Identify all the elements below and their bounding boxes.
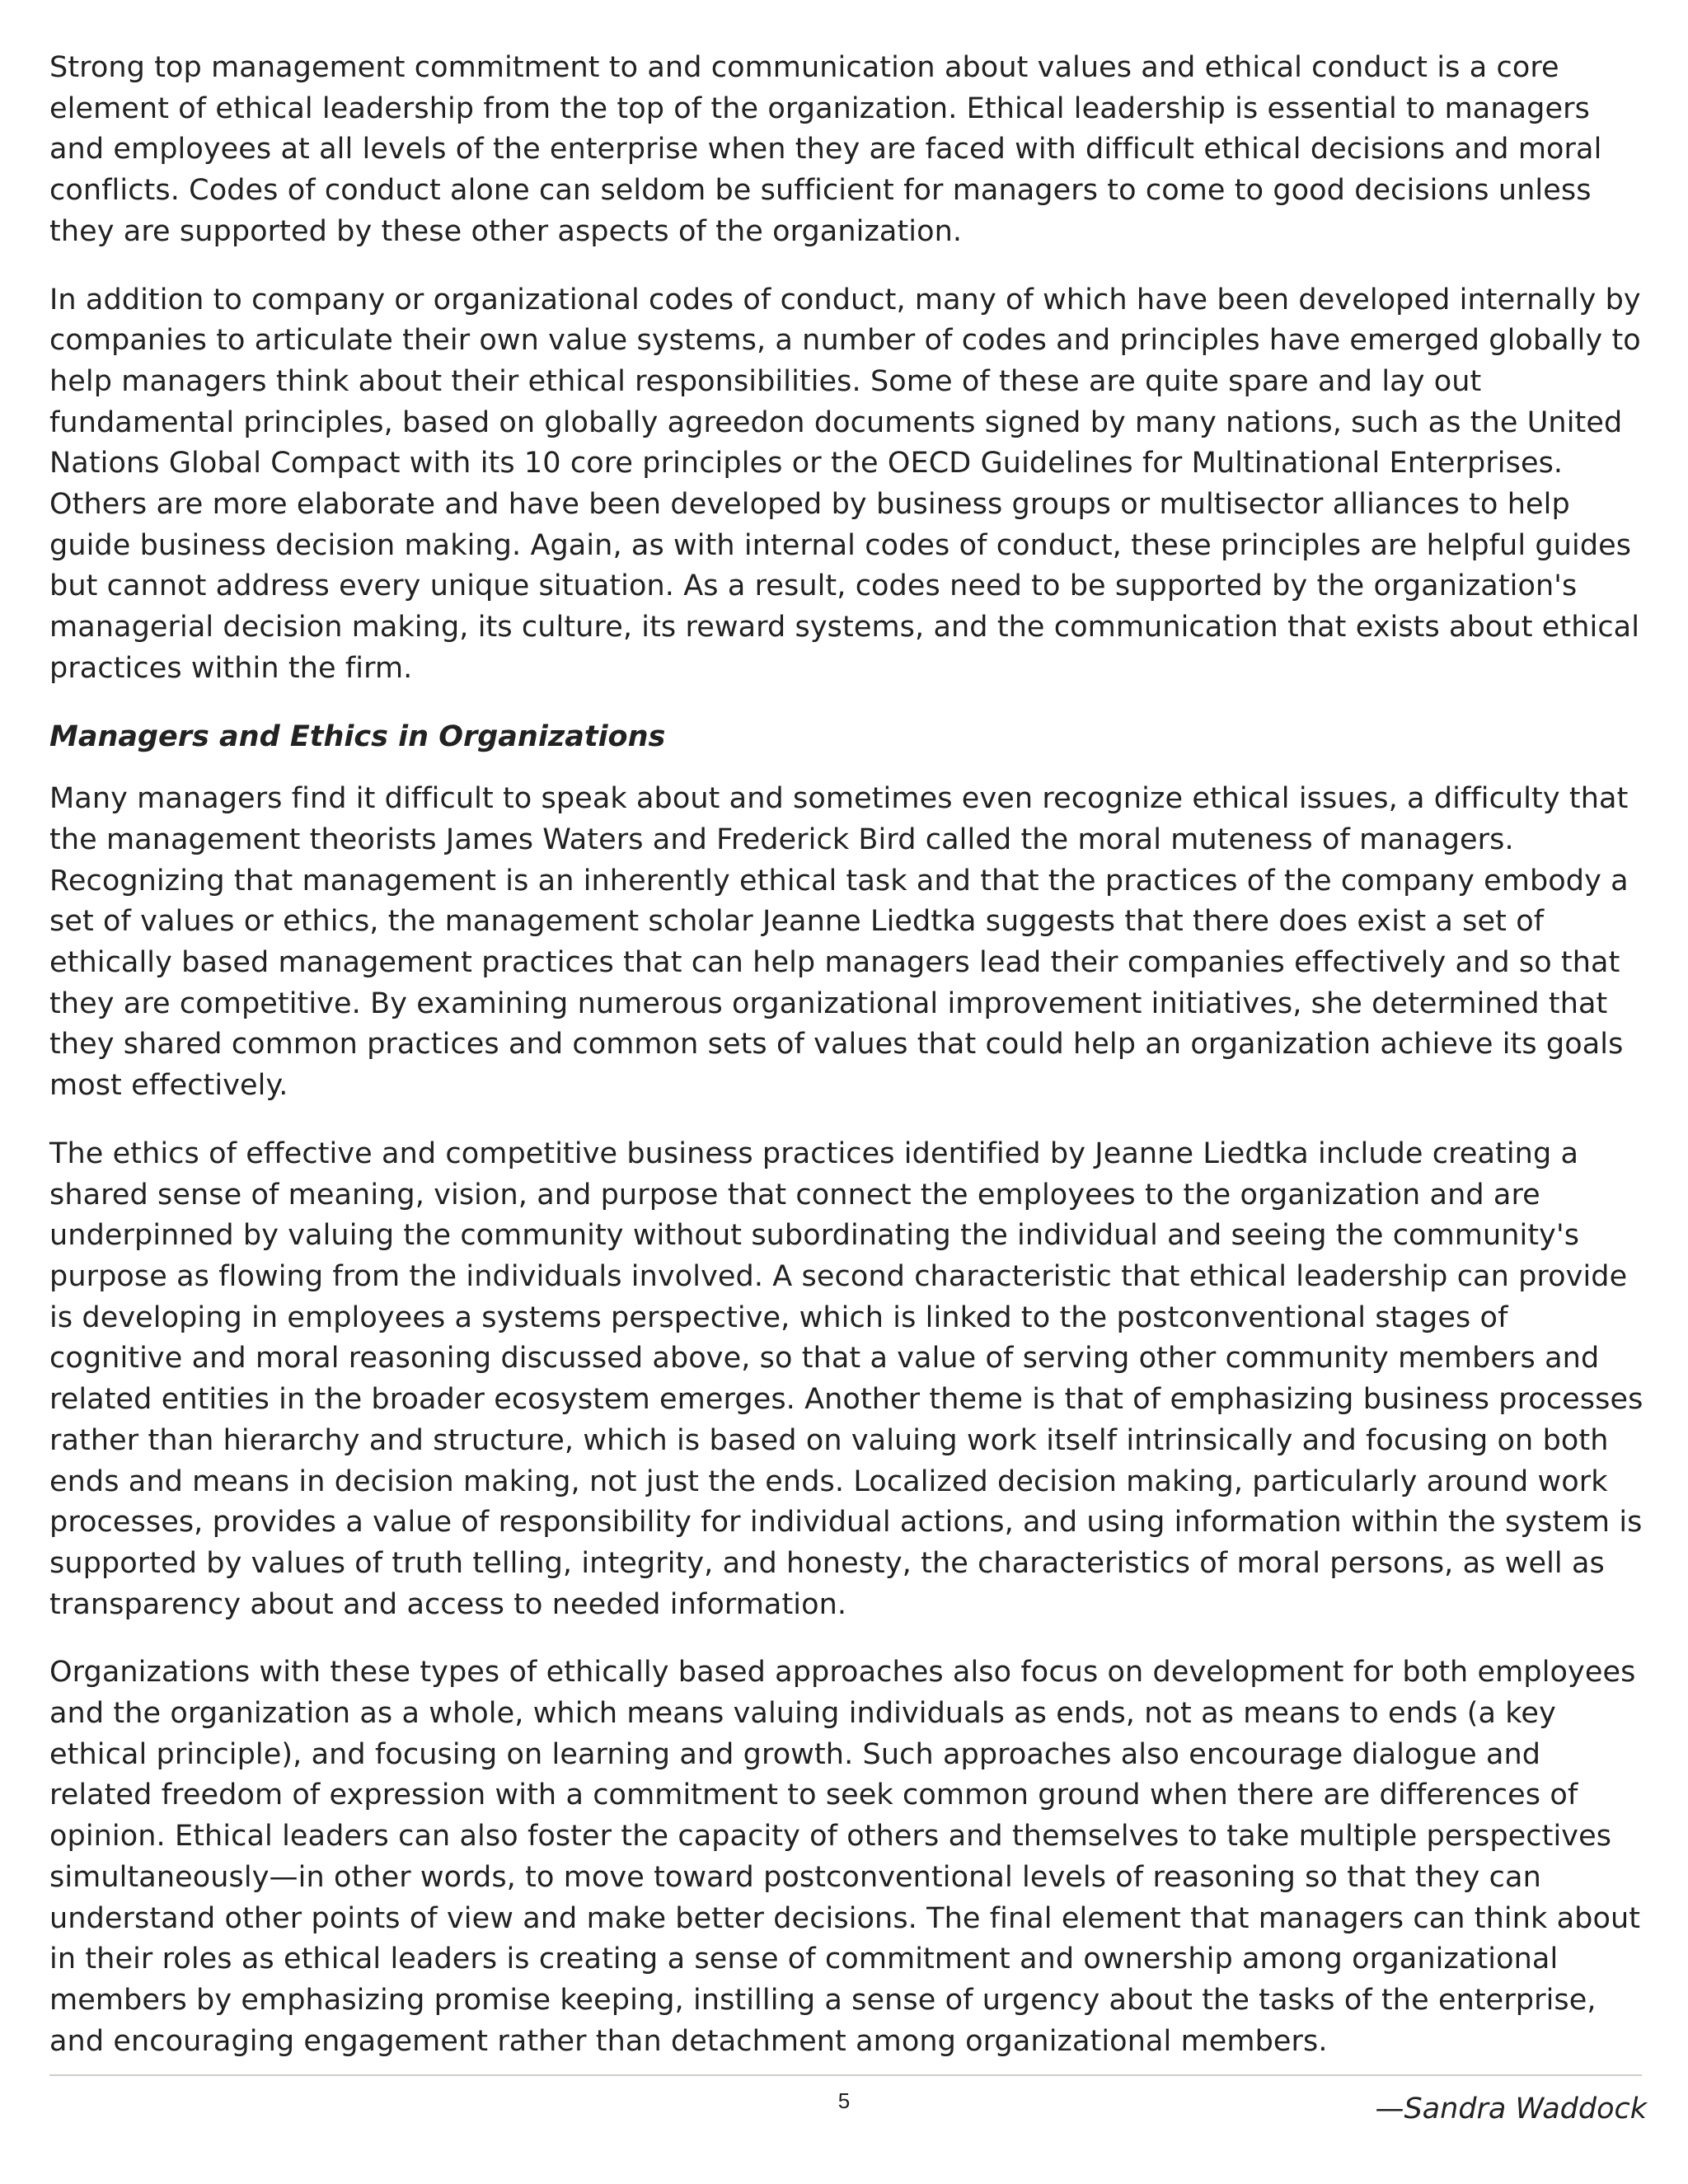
page-number: 5	[837, 2088, 851, 2113]
footer-divider	[49, 2074, 1642, 2076]
author-signature: —Sandra Waddock	[1375, 2093, 1647, 2126]
document-body	[49, 48, 1648, 2130]
section-heading: Managers and Ethics in Organizations	[49, 719, 666, 753]
paragraph-ethical-leadership-commitment: Strong top management commitment to and communication about values and ethical conduct is a core element of ethical leadership from the top of the organization. Ethical leadership is essential to managers and employees at all levels of the enterprise when they are faced with difficult ethical decisions and moral conflicts. Codes of conduct alone can seldom be sufficient for managers to come to good decisions unless they are supported by these other aspects of the organization.	[49, 51, 1602, 248]
paragraph-liedtka-practices: The ethics of effective and competitive business practices identified by Jeanne Liedtka include creating a shared sense of meaning, vision, and purpose that connect the employees to the organization and are underpinned by valuing the community without subordinating the individual and seeing the community's purpose as flowing from the individuals involved. A second characteristic that ethical leadership can provide is developing in employees a systems perspective, which is linked to the postconventional stages of cognitive and moral reasoning discussed above, so that a value of serving other community members and related entities in the broader ecosystem emerges. Another theme is that of emphasizing business processes rather than hierarchy and structure, which is based on valuing work itself intrinsically and focusing on both ends and means in decision making, not just the ends. Localized decision making, particularly around work processes, provides a value of responsibility for individual actions, and using information within the system is supported by values of truth telling, integrity, and honesty, the characteristics of moral persons, as well as transparency about and access to needed information.	[49, 1137, 1643, 1621]
paragraph-moral-muteness: Many managers find it difficult to speak about and sometimes even recognize ethical issues, a difficulty that the management theorists James Waters and Frederick Bird called the moral muteness of managers. Recognizing that management is an inherently ethical task and that the practices of the company embody a set of values or ethics, the management scholar Jeanne Liedtka suggests that there does exist a set of ethically based management practices that can help managers lead their companies effectively and so that they are competitive. By examining numerous organizational improvement initiatives, she determined that they shared common practices and common sets of values that could help an organization achieve its goals most effectively.	[49, 782, 1629, 1103]
paragraph-development-focus: Organizations with these types of ethically based approaches also focus on development for both employees and the organization as a whole, which means valuing individuals as ends, not as means to ends (a key ethical principle), and focusing on learning and growth. Such approaches also encourage dialogue and related freedom of expression with a commitment to seek common ground when there are differences of opinion. Ethical leaders can also foster the capacity of others and themselves to take multiple perspectives simultaneously—in other words, to move toward postconventional levels of reasoning so that they can understand other points of view and make better decisions. The final element that managers can think about in their roles as ethical leaders is creating a sense of commitment and ownership among organizational members by emphasizing promise keeping, instilling a sense of urgency about the tasks of the enterprise, and encouraging engagement rather than detachment among organizational members.	[49, 1656, 1641, 2058]
paragraph-codes-and-principles: In addition to company or organizational codes of conduct, many of which have been developed internally by companies to articulate their own value systems, a number of codes and principles have emerged globally to help managers think about their ethical responsibilities. Some of these are quite spare and lay out fundamental principles, based on globally agreedon documents signed by many nations, such as the United Nations Global Compact with its 10 core principles or the OECD Guidelines for Multinational Enterprises. Others are more elaborate and have been developed by business groups or multisector alliances to help guide business decision making. Again, as with internal codes of conduct, these principles are helpful guides but cannot address every unique situation. As a result, codes need to be supported by the organization's managerial decision making, its culture, its reward systems, and the communication that exists about ethical practices within the firm.	[49, 283, 1641, 685]
